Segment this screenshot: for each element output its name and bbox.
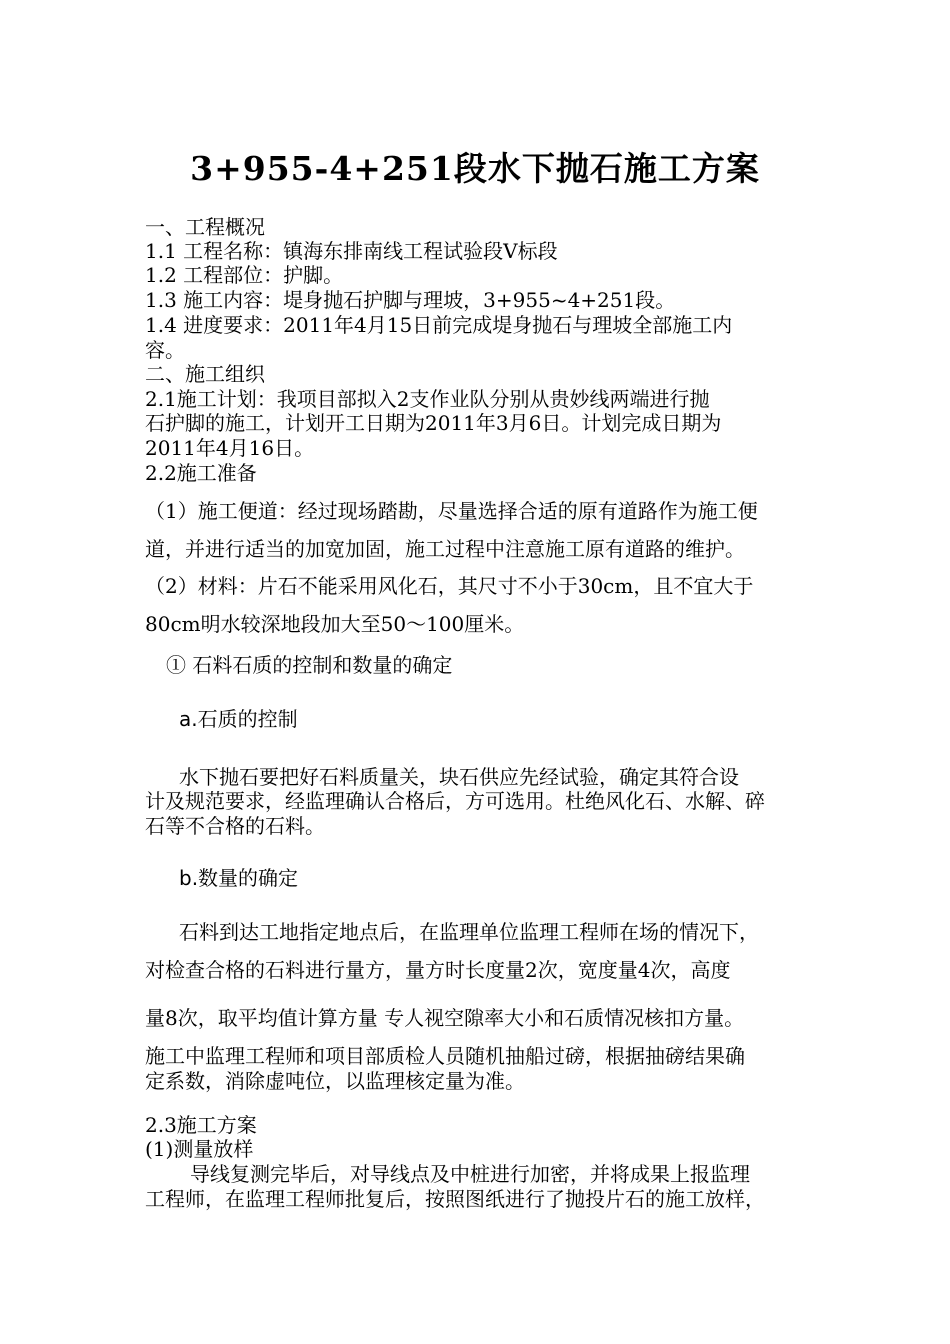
paragraph-line: 石护脚的施工，计划开工日期为2011年3月6日。计划完成日期为 [145,411,722,435]
paragraph-line: 计及规范要求，经监理确认合格后，方可选用。杜绝风化石、水解、碎 [145,789,765,813]
section-heading: 一、工程概况 [145,215,265,239]
paragraph-line: 石料到达工地指定地点后，在监理单位监理工程师在场的情况下， [179,920,759,944]
paragraph-line: 1.3 施工内容：堤身抛石护脚与理坡，3+955~4+251段。 [145,288,676,312]
subsection-heading: 2.2施工准备 [145,461,257,485]
sub-item-heading: b.数量的确定 [179,866,299,890]
paragraph-line: 容。 [145,338,185,362]
paragraph-line: 1.1 工程名称：镇海东排南线工程试验段Ⅴ标段 [145,239,558,263]
paragraph-line: 施工中监理工程师和项目部质检人员随机抽船过磅，根据抽磅结果确 [145,1044,745,1068]
paragraph-line: 1.4 进度要求：2011年4月15日前完成堤身抛石与理坡全部施工内 [145,313,733,337]
paragraph-line: 石等不合格的石料。 [145,814,325,838]
paragraph-line: 2011年4月16日。 [145,436,315,460]
paragraph-line: 量8次，取平均值计算方量 专人视空隙率大小和石质情况核扣方量。 [145,1006,745,1030]
paragraph-line: 定系数，消除虚吨位，以监理核定量为准。 [145,1069,525,1093]
paragraph-line: 对检查合格的石料进行量方，量方时长度量2次，宽度量4次，高度 [145,958,731,982]
paragraph-line: 2.1施工计划：我项目部拟入2支作业队分别从贵妙线两端进行抛 [145,387,710,411]
document-title: 3+955-4+251段水下抛石施工方案 [190,149,760,188]
item-heading: ① 石料石质的控制和数量的确定 [166,653,453,677]
paragraph-line: 工程师，在监理工程师批复后，按照图纸进行了抛投片石的施工放样， [145,1187,765,1211]
paragraph-line: （1）施工便道：经过现场踏勘，尽量选择合适的原有道路作为施工便 [145,499,758,523]
paragraph-line: （2）材料：片石不能采用风化石，其尺寸不小于30cm，且不宜大于 [145,574,754,598]
sub-item-heading: a.石质的控制 [179,707,298,731]
item-heading: (1)测量放样 [145,1137,254,1161]
section-heading: 二、施工组织 [145,362,265,386]
paragraph-line: 80cm明水较深地段加大至50～100厘米。 [145,612,525,636]
subsection-heading: 2.3施工方案 [145,1113,257,1137]
paragraph-line: 水下抛石要把好石料质量关，块石供应先经试验，确定其符合设 [179,765,739,789]
paragraph-line: 1.2 工程部位：护脚。 [145,263,344,287]
paragraph-line: 道，并进行适当的加宽加固，施工过程中注意施工原有道路的维护。 [145,537,745,561]
paragraph-line: 导线复测完毕后，对导线点及中桩进行加密，并将成果上报监理 [190,1162,750,1186]
